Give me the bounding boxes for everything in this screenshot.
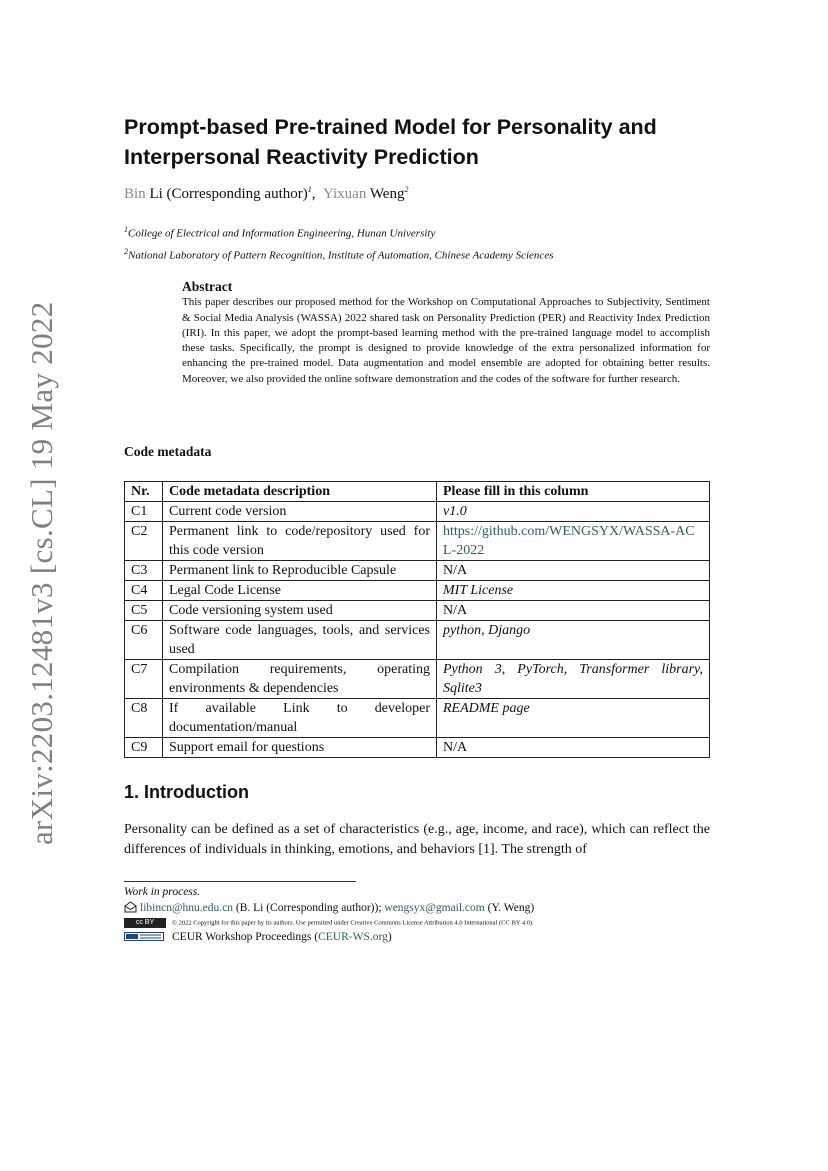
affiliations (124, 221, 553, 264)
row-value: python, Django (437, 621, 710, 660)
affiliation-2: $^2$National Laboratory of Pattern Recognition, Institute of Automation, Chinese Academy Sciences (124, 246, 554, 262)
row-value: MIT License (437, 581, 710, 601)
cc-license-icon: cc BY (124, 918, 166, 928)
row-nr: C3 (125, 561, 163, 581)
email-link-1[interactable]: libincn@hnu.edu.cn (140, 902, 233, 914)
author2-name: Weng (369, 186, 405, 202)
footnote-copyright (124, 918, 534, 928)
row-nr: C6 (125, 621, 163, 660)
table-row (125, 581, 710, 601)
table-row (125, 621, 710, 660)
author-separator: , (311, 186, 316, 202)
row-description: Software code languages, tools, and services used (163, 621, 437, 660)
footnote-work-status: Work in process. (124, 886, 201, 898)
row-nr: C9 (125, 738, 163, 758)
row-value (437, 522, 710, 561)
row-description: Support email for questions (163, 738, 437, 758)
author1-name: Li (Corresponding author) (149, 186, 308, 202)
row-nr: C5 (125, 601, 163, 621)
header-nr: Nr. (125, 482, 163, 502)
affiliation-1: $^1$College of Electrical and Information Engineering, Hunan University (124, 225, 436, 240)
code-metadata-table (124, 481, 710, 758)
envelope-icon (124, 901, 137, 913)
row-value: Python 3, PyTorch, Transformer library, Sqlite3 (437, 660, 710, 699)
row-description: Compilation requirements, operating environments & dependencies (163, 660, 437, 699)
author1-first-name[interactable]: Bin (124, 186, 146, 202)
header-description: Code metadata description (163, 482, 437, 502)
row-nr: C1 (125, 502, 163, 522)
row-description: Permanent link to code/repository used for this code version (163, 522, 437, 561)
row-value: N/A (437, 738, 710, 758)
email-2-note: (Y. Weng) (487, 902, 535, 914)
author2-affil-mark: 2 (404, 185, 409, 194)
abstract (182, 279, 710, 387)
footnote-ceur (124, 931, 392, 943)
ceur-logo-icon (124, 932, 164, 941)
table-row (125, 660, 710, 699)
repository-link[interactable]: https://github.com/WENGSYX/WASSA-ACL-2022 (443, 524, 695, 558)
code-metadata-heading: Code metadata (124, 444, 212, 459)
row-nr: C2 (125, 522, 163, 561)
table-row (125, 561, 710, 581)
row-description: If available Link to developer documentation/manual (163, 699, 437, 738)
table-row (125, 738, 710, 758)
row-value: README page (437, 699, 710, 738)
table-row (125, 601, 710, 621)
email-link-2[interactable]: wengsyx@gmail.com (384, 902, 485, 914)
footnote-emails (124, 901, 534, 914)
row-description: Legal Code License (163, 581, 437, 601)
row-nr: C7 (125, 660, 163, 699)
footnote-divider (124, 881, 356, 882)
row-value: v1.0 (437, 502, 710, 522)
ceur-link[interactable]: CEUR-WS.org (318, 931, 388, 943)
table-header-row (125, 482, 710, 502)
ceur-suffix: ) (387, 931, 392, 943)
row-nr: C8 (125, 699, 163, 738)
table-row (125, 699, 710, 738)
introduction-text: Personality can be defined as a set of characteristics (e.g., age, income, and race), which can reflect the differences of individuals in thinking, emotions, and behaviors [1]. The strength of (124, 822, 710, 857)
abstract-text: This paper describes our proposed method for the Workshop on Computational Approaches to Subjectivity, Sentiment & Social Media Analysis (WASSA) 2022 shared task on Personality Prediction (PER) and Reactivity Index Prediction (IRI). In this paper, we adopt the prompt-based learning method with the pre-trained language model to accomplish these tasks. Specifically, the prompt is designed to provide knowledge of the extra personalized information for enhancing the pre-trained model. Data augmentation and model ensemble are adopted for obtaining better results. Moreover, we also provided the online software demonstration and the codes of the software for further research. (182, 296, 710, 385)
paper-title: Prompt-based Pre-trained Model for Personality and Interpersonal Reactivity Prediction (124, 115, 657, 169)
author1-affil-mark: 1 (307, 185, 312, 194)
author2-first-name[interactable]: Yixuan (323, 186, 367, 202)
ceur-text: CEUR Workshop Proceedings ( (172, 931, 319, 943)
abstract-heading: Abstract (182, 279, 233, 294)
author-line (124, 185, 408, 203)
table-row (125, 522, 710, 561)
introduction-heading: 1. Introduction (124, 782, 249, 802)
row-nr: C4 (125, 581, 163, 601)
row-description: Code versioning system used (163, 601, 437, 621)
table-row (125, 502, 710, 522)
row-description: Current code version (163, 502, 437, 522)
copyright-text: © 2022 Copyright for this paper by its authors. Use permitted under Creative Commons License Attribution 4.0 International (CC BY 4.0). (172, 919, 534, 927)
arxiv-side-label: arXiv:2203.12481v3 [cs.CL] 19 May 2022 (24, 301, 59, 845)
header-value: Please fill in this column (437, 482, 710, 502)
row-value: N/A (437, 601, 710, 621)
row-description: Permanent link to Reproducible Capsule (163, 561, 437, 581)
email-1-note: (B. Li (Corresponding author)); (235, 902, 382, 914)
row-value: N/A (437, 561, 710, 581)
